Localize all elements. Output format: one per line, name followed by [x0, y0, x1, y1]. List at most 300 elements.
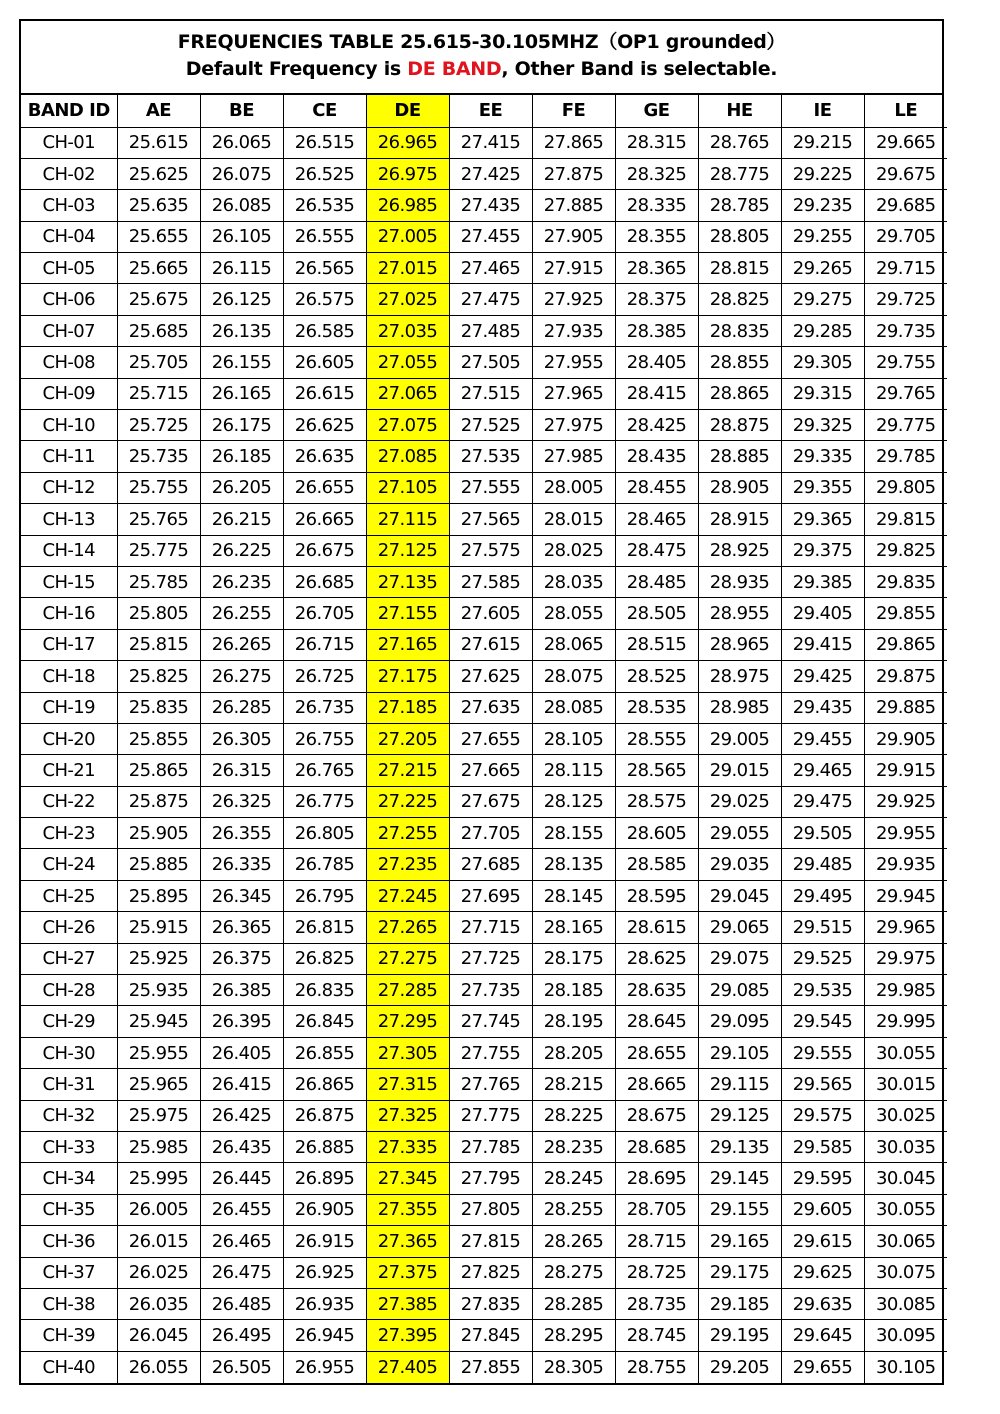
frequency-cell: 25.935	[117, 975, 200, 1006]
frequency-cell: 28.985	[698, 692, 781, 723]
frequency-cell: 28.715	[615, 1226, 698, 1257]
frequency-cell: 29.385	[781, 566, 864, 597]
frequency-cell: 25.905	[117, 818, 200, 849]
frequency-cell: 28.615	[615, 912, 698, 943]
frequency-cell: 28.205	[532, 1037, 615, 1068]
frequency-cell: 29.135	[698, 1132, 781, 1163]
frequency-cell: 28.865	[698, 378, 781, 409]
frequency-cell: 28.035	[532, 566, 615, 597]
frequency-cell: 30.055	[864, 1194, 947, 1225]
frequency-cell: 30.065	[864, 1226, 947, 1257]
frequency-cell: 25.625	[117, 158, 200, 189]
frequency-cell: 29.305	[781, 347, 864, 378]
channel-id-cell: CH-33	[21, 1132, 117, 1163]
frequency-cell: 26.535	[283, 190, 366, 221]
frequency-cell: 29.285	[781, 315, 864, 346]
frequency-cell: 28.335	[615, 190, 698, 221]
frequency-cell: 28.625	[615, 943, 698, 974]
table-title: FREQUENCIES TABLE 25.615-30.105MHZ（OP1 grounded）	[177, 31, 786, 53]
frequency-cell: 27.105	[366, 472, 449, 503]
column-header-ie: IE	[781, 95, 864, 127]
table-row	[21, 1257, 947, 1288]
frequency-cell: 25.945	[117, 1006, 200, 1037]
frequency-cell: 26.785	[283, 849, 366, 880]
frequency-cell: 27.635	[449, 692, 532, 723]
frequency-cell: 28.925	[698, 535, 781, 566]
frequency-cell: 28.965	[698, 629, 781, 660]
frequency-cell: 26.205	[200, 472, 283, 503]
frequency-cell: 27.725	[449, 943, 532, 974]
frequency-cell: 26.925	[283, 1257, 366, 1288]
frequency-cell: 28.875	[698, 410, 781, 441]
frequency-cell: 26.445	[200, 1163, 283, 1194]
frequency-cell: 26.055	[117, 1351, 200, 1382]
frequency-cell: 29.965	[864, 912, 947, 943]
frequency-cell: 27.075	[366, 410, 449, 441]
frequency-cell: 26.305	[200, 723, 283, 754]
frequency-cell: 29.075	[698, 943, 781, 974]
frequency-cell: 28.075	[532, 661, 615, 692]
frequency-cell: 27.705	[449, 818, 532, 849]
channel-id-cell: CH-09	[21, 378, 117, 409]
frequency-cell: 27.575	[449, 535, 532, 566]
column-header-ge: GE	[615, 95, 698, 127]
frequency-cell: 28.305	[532, 1351, 615, 1382]
table-row	[21, 504, 947, 535]
frequency-cell: 27.925	[532, 284, 615, 315]
frequency-cell: 29.175	[698, 1257, 781, 1288]
frequency-cell: 26.105	[200, 221, 283, 252]
frequency-cell: 28.535	[615, 692, 698, 723]
column-header-band-id: BAND ID	[21, 95, 117, 127]
table-row	[21, 786, 947, 817]
frequency-cell: 27.425	[449, 158, 532, 189]
frequency-cell: 26.505	[200, 1351, 283, 1382]
frequency-cell: 25.615	[117, 127, 200, 158]
channel-id-cell: CH-04	[21, 221, 117, 252]
frequency-cell: 28.085	[532, 692, 615, 723]
frequency-cell: 29.715	[864, 253, 947, 284]
frequency-cell: 28.365	[615, 253, 698, 284]
frequency-cell: 27.025	[366, 284, 449, 315]
frequency-cell: 30.015	[864, 1069, 947, 1100]
frequency-cell: 27.535	[449, 441, 532, 472]
frequency-cell: 25.865	[117, 755, 200, 786]
frequency-cell: 25.705	[117, 347, 200, 378]
frequency-cell: 28.165	[532, 912, 615, 943]
frequency-cell: 28.315	[615, 127, 698, 158]
frequency-cell: 29.065	[698, 912, 781, 943]
frequency-cell: 26.065	[200, 127, 283, 158]
frequency-cell: 28.905	[698, 472, 781, 503]
frequency-cell: 27.965	[532, 378, 615, 409]
subtitle-suffix: , Other Band is selectable.	[501, 58, 778, 80]
frequency-cell: 28.775	[698, 158, 781, 189]
frequency-cell: 27.465	[449, 253, 532, 284]
frequency-cell: 26.605	[283, 347, 366, 378]
frequency-cell: 26.525	[283, 158, 366, 189]
frequency-cell: 27.245	[366, 880, 449, 911]
column-header-be: BE	[200, 95, 283, 127]
frequency-cell: 26.385	[200, 975, 283, 1006]
frequency-cell: 27.295	[366, 1006, 449, 1037]
frequency-cell: 26.975	[366, 158, 449, 189]
frequency-cell: 27.915	[532, 253, 615, 284]
frequency-cell: 26.035	[117, 1288, 200, 1319]
frequency-cell: 27.765	[449, 1069, 532, 1100]
frequency-cell: 27.345	[366, 1163, 449, 1194]
table-row	[21, 723, 947, 754]
frequency-cell: 29.195	[698, 1320, 781, 1351]
frequency-cell: 25.925	[117, 943, 200, 974]
frequency-cell: 27.555	[449, 472, 532, 503]
channel-id-cell: CH-18	[21, 661, 117, 692]
frequency-cell: 29.675	[864, 158, 947, 189]
table-row	[21, 1226, 947, 1257]
frequency-cell: 29.415	[781, 629, 864, 660]
channel-id-cell: CH-07	[21, 315, 117, 346]
table-row	[21, 535, 947, 566]
frequency-cell: 26.565	[283, 253, 366, 284]
frequency-cell: 27.455	[449, 221, 532, 252]
frequency-cell: 28.825	[698, 284, 781, 315]
frequency-cell: 27.975	[532, 410, 615, 441]
frequency-cell: 27.505	[449, 347, 532, 378]
frequency-cell: 28.605	[615, 818, 698, 849]
frequency-cell: 29.165	[698, 1226, 781, 1257]
frequency-cell: 29.425	[781, 661, 864, 692]
frequency-cell: 29.325	[781, 410, 864, 441]
frequency-cell: 29.565	[781, 1069, 864, 1100]
frequency-cell: 25.775	[117, 535, 200, 566]
table-row	[21, 692, 947, 723]
frequency-cell: 26.475	[200, 1257, 283, 1288]
frequency-cell: 25.875	[117, 786, 200, 817]
frequency-cell: 29.955	[864, 818, 947, 849]
frequency-cell: 28.705	[615, 1194, 698, 1225]
table-row	[21, 1006, 947, 1037]
frequency-cell: 29.265	[781, 253, 864, 284]
frequency-cell: 26.815	[283, 912, 366, 943]
channel-id-cell: CH-21	[21, 755, 117, 786]
table-row	[21, 410, 947, 441]
title-block	[21, 21, 942, 95]
frequency-cell: 29.535	[781, 975, 864, 1006]
frequency-cell: 25.915	[117, 912, 200, 943]
channel-id-cell: CH-02	[21, 158, 117, 189]
frequency-cell: 28.065	[532, 629, 615, 660]
frequency-cell: 28.195	[532, 1006, 615, 1037]
frequency-cell: 29.925	[864, 786, 947, 817]
frequency-cell: 28.485	[615, 566, 698, 597]
frequency-cell: 29.035	[698, 849, 781, 880]
frequency-cell: 27.225	[366, 786, 449, 817]
frequency-cell: 28.415	[615, 378, 698, 409]
frequency-cell: 29.055	[698, 818, 781, 849]
frequency-cell: 26.625	[283, 410, 366, 441]
frequency-cell: 26.835	[283, 975, 366, 1006]
frequency-cell: 27.935	[532, 315, 615, 346]
frequency-cell: 28.235	[532, 1132, 615, 1163]
frequency-cell: 27.085	[366, 441, 449, 472]
frequency-cell: 26.185	[200, 441, 283, 472]
frequency-cell: 28.635	[615, 975, 698, 1006]
channel-id-cell: CH-06	[21, 284, 117, 315]
frequency-cell: 27.565	[449, 504, 532, 535]
frequency-cell: 25.805	[117, 598, 200, 629]
frequency-cell: 28.595	[615, 880, 698, 911]
frequency-cell: 26.165	[200, 378, 283, 409]
table-row	[21, 221, 947, 252]
frequency-cell: 29.115	[698, 1069, 781, 1100]
frequency-cell: 29.635	[781, 1288, 864, 1319]
frequency-cell: 26.025	[117, 1257, 200, 1288]
frequency-cell: 28.955	[698, 598, 781, 629]
frequency-cell: 29.865	[864, 629, 947, 660]
column-header-ee: EE	[449, 95, 532, 127]
frequency-cell: 28.425	[615, 410, 698, 441]
frequency-cell: 27.785	[449, 1132, 532, 1163]
channel-id-cell: CH-14	[21, 535, 117, 566]
frequency-cell: 27.515	[449, 378, 532, 409]
frequency-cell: 26.155	[200, 347, 283, 378]
frequency-cell: 27.385	[366, 1288, 449, 1319]
frequency-cell: 25.955	[117, 1037, 200, 1068]
frequency-cell: 28.935	[698, 566, 781, 597]
frequency-cell: 29.605	[781, 1194, 864, 1225]
frequency-cell: 27.695	[449, 880, 532, 911]
frequency-cell: 26.115	[200, 253, 283, 284]
frequency-cell: 29.435	[781, 692, 864, 723]
frequency-cell: 27.315	[366, 1069, 449, 1100]
frequency-cell: 29.215	[781, 127, 864, 158]
frequency-cell: 26.255	[200, 598, 283, 629]
frequency-cell: 26.985	[366, 190, 449, 221]
frequency-cell: 27.955	[532, 347, 615, 378]
frequency-cell: 27.285	[366, 975, 449, 1006]
frequency-cell: 28.515	[615, 629, 698, 660]
frequency-cell: 27.755	[449, 1037, 532, 1068]
table-row	[21, 1351, 947, 1382]
frequency-cell: 29.625	[781, 1257, 864, 1288]
frequency-cell: 29.495	[781, 880, 864, 911]
frequency-cell: 26.325	[200, 786, 283, 817]
frequency-cell: 28.585	[615, 849, 698, 880]
frequency-cell: 27.155	[366, 598, 449, 629]
frequency-cell: 26.635	[283, 441, 366, 472]
channel-id-cell: CH-39	[21, 1320, 117, 1351]
frequency-cell: 27.395	[366, 1320, 449, 1351]
frequency-cell: 25.975	[117, 1100, 200, 1131]
frequency-cell: 28.915	[698, 504, 781, 535]
frequency-cell: 27.355	[366, 1194, 449, 1225]
table-subtitle	[21, 55, 942, 83]
frequency-cell: 27.795	[449, 1163, 532, 1194]
frequency-cell: 28.455	[615, 472, 698, 503]
frequency-cell: 29.515	[781, 912, 864, 943]
channel-id-cell: CH-23	[21, 818, 117, 849]
frequency-cell: 28.525	[615, 661, 698, 692]
frequency-cell: 28.725	[615, 1257, 698, 1288]
frequency-cell: 26.235	[200, 566, 283, 597]
frequency-cell: 27.615	[449, 629, 532, 660]
frequency-cell: 26.575	[283, 284, 366, 315]
frequency-cell: 27.015	[366, 253, 449, 284]
frequency-cell: 29.655	[781, 1351, 864, 1382]
frequency-cell: 25.965	[117, 1069, 200, 1100]
channel-id-cell: CH-05	[21, 253, 117, 284]
subtitle-prefix: Default Frequency is	[185, 58, 408, 80]
frequency-cell: 27.365	[366, 1226, 449, 1257]
table-row	[21, 661, 947, 692]
frequency-cell: 26.825	[283, 943, 366, 974]
frequency-cell: 27.205	[366, 723, 449, 754]
frequency-cell: 28.695	[615, 1163, 698, 1194]
frequency-cell: 28.675	[615, 1100, 698, 1131]
frequency-cell: 28.185	[532, 975, 615, 1006]
frequency-cell: 29.225	[781, 158, 864, 189]
frequency-cell: 26.895	[283, 1163, 366, 1194]
frequency-cell: 26.285	[200, 692, 283, 723]
frequency-cell: 27.175	[366, 661, 449, 692]
channel-id-cell: CH-13	[21, 504, 117, 535]
frequency-cell: 28.355	[615, 221, 698, 252]
frequency-cell: 29.005	[698, 723, 781, 754]
frequency-cell: 27.055	[366, 347, 449, 378]
frequency-cell: 25.635	[117, 190, 200, 221]
frequency-table-sheet	[19, 19, 944, 1385]
table-row	[21, 1037, 947, 1068]
frequency-cell: 26.455	[200, 1194, 283, 1225]
frequency-cell: 25.885	[117, 849, 200, 880]
frequency-cell: 27.685	[449, 849, 532, 880]
channel-id-cell: CH-27	[21, 943, 117, 974]
frequency-cell: 26.175	[200, 410, 283, 441]
frequency-cell: 29.935	[864, 849, 947, 880]
frequency-cell: 27.715	[449, 912, 532, 943]
frequency-cell: 27.475	[449, 284, 532, 315]
channel-id-cell: CH-25	[21, 880, 117, 911]
frequency-cell: 27.325	[366, 1100, 449, 1131]
column-header-ae: AE	[117, 95, 200, 127]
frequency-cell: 29.575	[781, 1100, 864, 1131]
frequency-cell: 29.835	[864, 566, 947, 597]
frequency-cell: 26.045	[117, 1320, 200, 1351]
frequency-cell: 26.705	[283, 598, 366, 629]
frequency-cell: 29.805	[864, 472, 947, 503]
channel-id-cell: CH-29	[21, 1006, 117, 1037]
frequency-cell: 27.855	[449, 1351, 532, 1382]
frequency-cell: 26.365	[200, 912, 283, 943]
frequency-cell: 28.745	[615, 1320, 698, 1351]
channel-id-cell: CH-08	[21, 347, 117, 378]
frequency-cell: 27.835	[449, 1288, 532, 1319]
frequency-cell: 29.815	[864, 504, 947, 535]
frequency-cell: 26.735	[283, 692, 366, 723]
frequency-cell: 28.685	[615, 1132, 698, 1163]
frequency-cell: 27.065	[366, 378, 449, 409]
frequency-cell: 26.805	[283, 818, 366, 849]
frequency-cell: 28.055	[532, 598, 615, 629]
frequency-cell: 29.945	[864, 880, 947, 911]
frequency-cell: 28.765	[698, 127, 781, 158]
frequency-cell: 27.735	[449, 975, 532, 1006]
table-row	[21, 315, 947, 346]
frequency-cell: 29.095	[698, 1006, 781, 1037]
frequency-cell: 30.105	[864, 1351, 947, 1382]
table-row	[21, 441, 947, 472]
frequency-cell: 27.405	[366, 1351, 449, 1382]
frequency-cell: 27.985	[532, 441, 615, 472]
table-row	[21, 253, 947, 284]
table-row	[21, 975, 947, 1006]
frequency-cell: 25.685	[117, 315, 200, 346]
frequency-cell: 26.515	[283, 127, 366, 158]
frequency-cell: 27.165	[366, 629, 449, 660]
frequency-cell: 29.665	[864, 127, 947, 158]
channel-id-cell: CH-35	[21, 1194, 117, 1225]
frequency-cell: 28.815	[698, 253, 781, 284]
frequency-table	[21, 95, 947, 1383]
frequency-cell: 26.485	[200, 1288, 283, 1319]
frequency-cell: 27.775	[449, 1100, 532, 1131]
frequency-cell: 29.105	[698, 1037, 781, 1068]
frequency-cell: 29.185	[698, 1288, 781, 1319]
column-header-he: HE	[698, 95, 781, 127]
frequency-cell: 26.315	[200, 755, 283, 786]
frequency-cell: 28.435	[615, 441, 698, 472]
frequency-cell: 29.045	[698, 880, 781, 911]
frequency-cell: 28.175	[532, 943, 615, 974]
frequency-cell: 29.125	[698, 1100, 781, 1131]
channel-id-cell: CH-34	[21, 1163, 117, 1194]
channel-id-cell: CH-40	[21, 1351, 117, 1382]
default-band-highlight: DE BAND	[407, 58, 502, 80]
frequency-cell: 29.725	[864, 284, 947, 315]
frequency-cell: 27.805	[449, 1194, 532, 1225]
channel-id-cell: CH-24	[21, 849, 117, 880]
frequency-cell: 29.885	[864, 692, 947, 723]
table-row	[21, 566, 947, 597]
frequency-cell: 26.585	[283, 315, 366, 346]
frequency-cell: 29.085	[698, 975, 781, 1006]
table-row	[21, 629, 947, 660]
frequency-cell: 26.335	[200, 849, 283, 880]
column-header-le: LE	[864, 95, 947, 127]
frequency-cell: 28.215	[532, 1069, 615, 1100]
table-row	[21, 472, 947, 503]
table-row	[21, 158, 947, 189]
frequency-cell: 29.975	[864, 943, 947, 974]
frequency-cell: 25.835	[117, 692, 200, 723]
frequency-cell: 25.755	[117, 472, 200, 503]
frequency-cell: 29.915	[864, 755, 947, 786]
channel-id-cell: CH-01	[21, 127, 117, 158]
table-row	[21, 598, 947, 629]
frequency-cell: 26.015	[117, 1226, 200, 1257]
frequency-cell: 25.715	[117, 378, 200, 409]
frequency-cell: 26.395	[200, 1006, 283, 1037]
channel-id-cell: CH-37	[21, 1257, 117, 1288]
frequency-cell: 27.905	[532, 221, 615, 252]
frequency-cell: 28.125	[532, 786, 615, 817]
column-header-de: DE	[366, 95, 449, 127]
frequency-cell: 26.005	[117, 1194, 200, 1225]
column-header-ce: CE	[283, 95, 366, 127]
frequency-cell: 25.825	[117, 661, 200, 692]
frequency-cell: 26.555	[283, 221, 366, 252]
frequency-cell: 27.675	[449, 786, 532, 817]
